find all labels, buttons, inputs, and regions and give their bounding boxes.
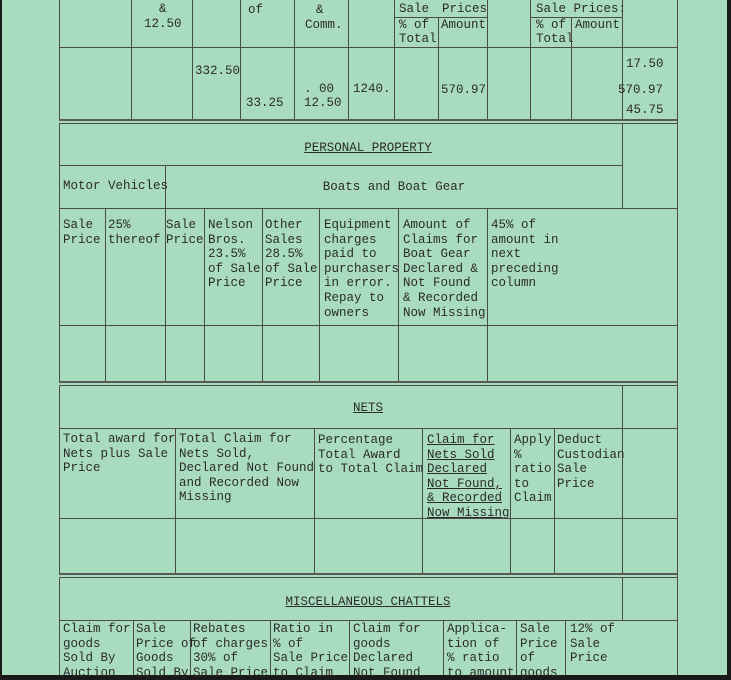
nets-col-claim-nets-sold: Claim for Nets Sold Declared Not Found, & Recorded Now Missing xyxy=(427,433,510,520)
nets-col-apply-ratio: Apply % ratio to Claim xyxy=(514,433,552,506)
top-hdr-amp2: & xyxy=(316,3,324,17)
pp-col-45-pct: 45% of amount in next preceding column xyxy=(491,218,559,291)
value-1240: 1240. xyxy=(353,82,391,96)
pp-col-claims-boat-gear: Amount of Claims for Boat Gear Declared & Not Found & Recorded Now Missing xyxy=(403,218,486,320)
top-hdr-amp: & xyxy=(159,2,167,16)
value-570-97-b: 570.97 xyxy=(618,83,664,97)
top-hdr-amount: Amount xyxy=(441,18,487,32)
top-hdr-rate: 12.50 xyxy=(144,17,182,31)
motor-vehicles-label: Motor Vehicles xyxy=(63,179,169,193)
value-12-50: 12.50 xyxy=(304,96,342,110)
misc-chattels-title: MISCELLANEOUS CHATTELS xyxy=(285,595,451,609)
top-hdr-prices: Prices xyxy=(442,2,488,16)
personal-property-title: PERSONAL PROPERTY xyxy=(304,141,432,155)
value-45-75: 45.75 xyxy=(626,103,664,117)
misc-col-sale-price-goods: Sale Price of Goods Sold By xyxy=(136,622,197,680)
value-332-50: 332.50 xyxy=(195,64,241,78)
pp-col-sale-price: Sale Price xyxy=(63,218,101,247)
misc-col-ratio: Ratio in % of Sale Price to Claim xyxy=(273,622,349,680)
top-hdr-pct-of-2: % of xyxy=(536,18,567,32)
misc-col-rebates: Rebates of charges 30% of Sale Price xyxy=(193,622,269,680)
value-33-25: 33.25 xyxy=(246,96,284,110)
nets-title: NETS xyxy=(352,401,383,415)
pp-col-nelson-bros: Nelson Bros. 23.5% of Sale Price xyxy=(208,218,261,291)
pp-col-25-pct: 25% thereof xyxy=(108,218,161,247)
top-hdr-pct-of: % of xyxy=(399,18,430,32)
top-hdr-comm: Comm. xyxy=(305,18,343,32)
nets-col-percentage: Percentage Total Award to Total Claim xyxy=(318,433,424,477)
pp-col-sale-price-2: Sale Price xyxy=(166,218,204,247)
top-hdr-amount-2: Amount xyxy=(575,18,621,32)
nets-col-deduct-custodian: Deduct Custodian Sale Price xyxy=(557,433,625,491)
nets-col-total-claim: Total Claim for Nets Sold, Declared Not Found and Recorded Now Missing xyxy=(179,432,315,505)
top-hdr-sale-prices: Sale Prices: xyxy=(536,2,627,16)
boats-gear-label: Boats and Boat Gear xyxy=(322,180,466,194)
misc-col-claim-not-found: Claim for goods Declared Not Found xyxy=(353,622,421,680)
nets-col-total-award: Total award for Nets plus Sale Price xyxy=(63,432,176,476)
ledger-page xyxy=(2,0,727,680)
misc-col-application: Applica- tion of % ratio to amount xyxy=(447,622,515,680)
misc-col-sale-price-of-goods: Sale Price of goods xyxy=(520,622,558,680)
top-hdr-of: of xyxy=(248,3,264,17)
top-hdr-total-2: Total xyxy=(536,32,574,46)
top-hdr-total: Total xyxy=(399,32,437,46)
value-570-97: 570.97 xyxy=(441,83,487,97)
value-17-50: 17.50 xyxy=(626,57,664,71)
misc-col-claim-auction: Claim for goods Sold By Auction xyxy=(63,622,131,680)
misc-col-12-pct: 12% of Sale Price xyxy=(570,622,616,666)
value-00: . 00 xyxy=(304,82,335,96)
top-hdr-sale: Sale xyxy=(399,2,430,16)
pp-col-equipment: Equipment charges paid to purchasers in error. Repay to owners xyxy=(324,218,400,320)
pp-col-other-sales: Other Sales 28.5% of Sale Price xyxy=(265,218,318,291)
